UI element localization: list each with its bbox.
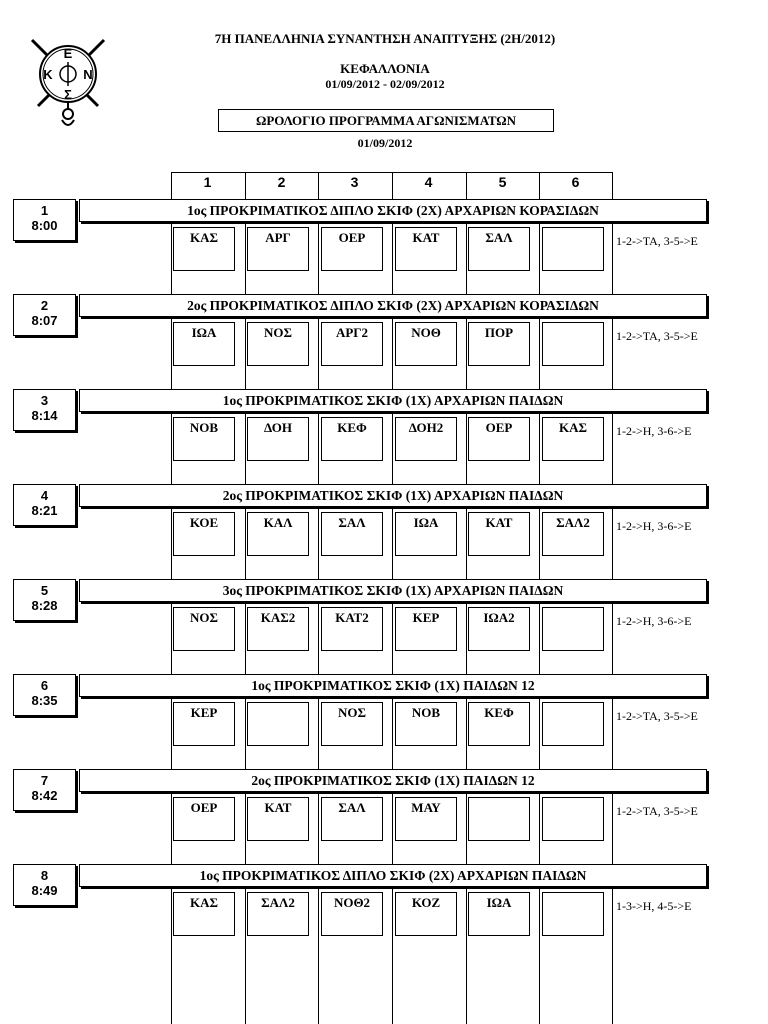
race-time-box	[13, 864, 76, 906]
lane-crew: ΣΑΛ2	[247, 892, 309, 936]
lane-number: 3	[350, 174, 359, 190]
lane-number: 6	[571, 174, 580, 190]
race-time: 8:49	[31, 883, 58, 898]
federation-emblem	[26, 34, 110, 132]
schedule-title: ΩΡΟΛΟΓΙΟ ΠΡΟΓΡΑΜΜΑ ΑΓΩΝΙΣΜΑΤΩΝ	[218, 109, 554, 132]
lane-crew: ΣΑΛ	[321, 512, 383, 556]
lane-crew: ΚΑΤ	[395, 227, 457, 271]
race-block	[0, 578, 768, 673]
lane-crew: ΚΟΕ	[173, 512, 235, 556]
lane-crew: ΝΟΣ	[247, 322, 309, 366]
svg-text:Ν: Ν	[83, 67, 93, 82]
lane-crew: ΝΟΘ2	[321, 892, 383, 936]
lane-crew: ΙΩΑ	[395, 512, 457, 556]
lane-crew: ΝΟΒ	[395, 702, 457, 746]
race-time: 8:42	[31, 788, 58, 803]
lane-number: 1	[203, 174, 212, 190]
race-time-box	[13, 389, 76, 431]
race-number: 5	[40, 583, 49, 598]
lane-crew: ΣΑΛ	[468, 227, 530, 271]
race-time: 8:07	[31, 313, 58, 328]
lane-crew: ΚΑΣ	[173, 227, 235, 271]
lane-crew	[468, 797, 530, 841]
race-time: 8:21	[31, 503, 58, 518]
lane-crew: ΙΩΑ	[173, 322, 235, 366]
race-time: 8:14	[31, 408, 58, 423]
race-progression-note: 1-2->ΤΑ, 3-5->Ε	[616, 709, 698, 723]
race-number: 2	[40, 298, 49, 313]
svg-text:Ε: Ε	[63, 46, 73, 61]
race-block	[0, 673, 768, 768]
svg-text:Σ: Σ	[64, 87, 72, 102]
race-time-box	[13, 199, 76, 241]
lane-crew: ΚΕΡ	[173, 702, 235, 746]
lane-crew	[247, 702, 309, 746]
lane-crew: ΝΟΒ	[173, 417, 235, 461]
race-progression-note: 1-2->Η, 3-6->Ε	[616, 519, 692, 533]
lane-number: 5	[498, 174, 507, 190]
lane-crew	[542, 702, 604, 746]
event-title: 7Η ΠΑΝΕΛΛΗΝΙΑ ΣΥΝΑΝΤΗΣΗ ΑΝΑΠΤΥΞΗΣ (2Η/2012)	[214, 31, 556, 46]
lane-crew: ΚΕΦ	[321, 417, 383, 461]
lane-crew: ΔΟΗ2	[395, 417, 457, 461]
lane-crew: ΙΩΑ	[468, 892, 530, 936]
race-block	[0, 768, 768, 863]
lane-crew: ΝΟΣ	[173, 607, 235, 651]
svg-text:Κ: Κ	[43, 67, 53, 82]
race-progression-note: 1-2->ΤΑ, 3-5->Ε	[616, 329, 698, 343]
lane-crew: ΑΡΓ2	[321, 322, 383, 366]
lane-crew: ΚΑΣ	[173, 892, 235, 936]
lane-crew: ΣΑΛ	[321, 797, 383, 841]
race-progression-note: 1-3->Η, 4-5->Ε	[616, 899, 692, 913]
lane-crew: ΚΕΦ	[468, 702, 530, 746]
race-block	[0, 388, 768, 483]
race-time: 8:35	[31, 693, 58, 708]
race-number: 1	[40, 203, 49, 218]
lane-crew	[542, 322, 604, 366]
lane-crew	[542, 607, 604, 651]
race-time-box	[13, 674, 76, 716]
race-block	[0, 483, 768, 578]
race-title: 1ος ΠΡΟΚΡΙΜΑΤΙΚΟΣ ΣΚΙΦ (1Χ) ΑΡΧΑΡΙΩΝ ΠΑΙΔΩΝ	[79, 389, 707, 412]
lane-crew: ΣΑΛ2	[542, 512, 604, 556]
race-progression-note: 1-2->ΤΑ, 3-5->Ε	[616, 234, 698, 248]
lane-crew: ΚΑΤ	[468, 512, 530, 556]
lane-crew: ΠΟΡ	[468, 322, 530, 366]
race-progression-note: 1-2->Η, 3-6->Ε	[616, 614, 692, 628]
lane-crew: ΝΟΘ	[395, 322, 457, 366]
lane-crew: ΙΩΑ2	[468, 607, 530, 651]
race-title: 2ος ΠΡΟΚΡΙΜΑΤΙΚΟΣ ΣΚΙΦ (1Χ) ΠΑΙΔΩΝ 12	[79, 769, 707, 792]
race-number: 4	[40, 488, 49, 503]
lane-crew: ΚΑΤ2	[321, 607, 383, 651]
lane-crew: ΚΑΣ2	[247, 607, 309, 651]
lane-crew: ΝΟΣ	[321, 702, 383, 746]
race-time-box	[13, 484, 76, 526]
race-block	[0, 293, 768, 388]
race-block	[0, 863, 768, 958]
lane-number: 4	[424, 174, 433, 190]
lane-number: 2	[277, 174, 286, 190]
race-number: 3	[40, 393, 49, 408]
event-date-range: 01/09/2012 - 02/09/2012	[325, 77, 445, 91]
race-time: 8:28	[31, 598, 58, 613]
race-number: 8	[40, 868, 49, 883]
lane-crew: ΔΟΗ	[247, 417, 309, 461]
lane-crew: ΚΑΛ	[247, 512, 309, 556]
race-title: 1ος ΠΡΟΚΡΙΜΑΤΙΚΟΣ ΔΙΠΛΟ ΣΚΙΦ (2Χ) ΑΡΧΑΡΙΩΝ ΠΑΙΔΩΝ	[79, 864, 707, 887]
lane-crew: ΟΕΡ	[173, 797, 235, 841]
race-title: 1ος ΠΡΟΚΡΙΜΑΤΙΚΟΣ ΣΚΙΦ (1Χ) ΠΑΙΔΩΝ 12	[79, 674, 707, 697]
race-time: 8:00	[31, 218, 58, 233]
race-title: 1ος ΠΡΟΚΡΙΜΑΤΙΚΟΣ ΔΙΠΛΟ ΣΚΙΦ (2Χ) ΑΡΧΑΡΙΩΝ ΚΟΡΑΣΙΔΩΝ	[79, 199, 707, 222]
event-location: ΚΕΦΑΛΛΟΝΙΑ	[340, 61, 430, 76]
race-block	[0, 198, 768, 293]
lane-crew: ΟΕΡ	[468, 417, 530, 461]
schedule-date: 01/09/2012	[357, 136, 413, 150]
race-number: 7	[40, 773, 49, 788]
race-title: 3ος ΠΡΟΚΡΙΜΑΤΙΚΟΣ ΣΚΙΦ (1Χ) ΑΡΧΑΡΙΩΝ ΠΑΙΔΩΝ	[79, 579, 707, 602]
race-progression-note: 1-2->ΤΑ, 3-5->Ε	[616, 804, 698, 818]
lane-crew	[542, 797, 604, 841]
race-number: 6	[40, 678, 49, 693]
race-time-box	[13, 769, 76, 811]
race-progression-note: 1-2->Η, 3-6->Ε	[616, 424, 692, 438]
lane-crew: ΚΑΤ	[247, 797, 309, 841]
lane-crew: ΚΟΖ	[395, 892, 457, 936]
race-time-box	[13, 579, 76, 621]
race-title: 2ος ΠΡΟΚΡΙΜΑΤΙΚΟΣ ΔΙΠΛΟ ΣΚΙΦ (2Χ) ΑΡΧΑΡΙΩΝ ΚΟΡΑΣΙΔΩΝ	[79, 294, 707, 317]
lane-crew: ΑΡΓ	[247, 227, 309, 271]
lane-crew: ΚΑΣ	[542, 417, 604, 461]
lane-crew: ΟΕΡ	[321, 227, 383, 271]
race-title: 2ος ΠΡΟΚΡΙΜΑΤΙΚΟΣ ΣΚΙΦ (1Χ) ΑΡΧΑΡΙΩΝ ΠΑΙΔΩΝ	[79, 484, 707, 507]
lane-crew	[542, 227, 604, 271]
lane-crew: ΜΑΥ	[395, 797, 457, 841]
lane-crew	[542, 892, 604, 936]
race-time-box	[13, 294, 76, 336]
lane-crew: ΚΕΡ	[395, 607, 457, 651]
